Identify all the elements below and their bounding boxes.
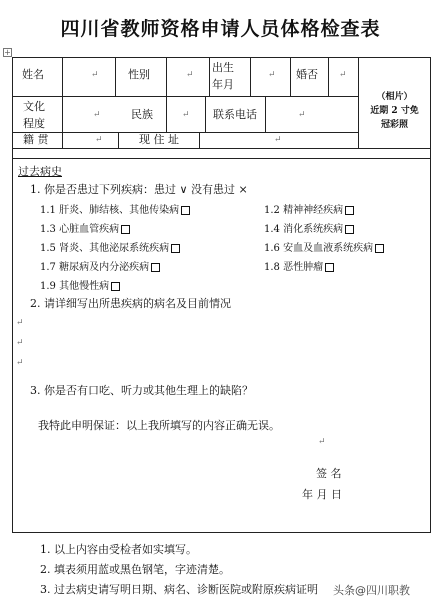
disease-item: 1.6 安血及血液系统疾病 (264, 239, 384, 254)
grid-line (328, 57, 329, 96)
checkbox[interactable] (111, 282, 120, 291)
grid-line (290, 57, 291, 96)
disease-item: 1.7 糖尿病及内分泌疾病 (40, 258, 160, 273)
birth-label-bottom: 年月 (212, 78, 234, 91)
grid-line (12, 148, 431, 149)
date-label: 年 月 日 (302, 488, 342, 501)
field-mark: ↵ (95, 135, 103, 145)
grid-line (12, 132, 358, 133)
gender-label: 性别 (128, 68, 150, 81)
checkbox[interactable] (181, 206, 190, 215)
question-2: 2. 请详细写出所患疾病的病名及目前情况 (30, 297, 231, 310)
disease-item: 1.8 恶性肿瘤 (264, 258, 334, 273)
field-mark: ↵ (91, 70, 99, 80)
checkbox[interactable] (345, 225, 354, 234)
grid-line (12, 158, 431, 159)
photo-placeholder (358, 90, 431, 132)
field-mark: ↵ (182, 110, 190, 120)
photo-label: （相片） (376, 92, 413, 102)
address-label: 现 住 址 (139, 133, 179, 146)
form-title: 四川省教师资格申请人员体格检查表 (60, 18, 381, 40)
field-mark: ↵ (268, 70, 276, 80)
disease-item: 1.5 肾炎、其他泌尿系统疾病 (40, 239, 180, 254)
paragraph-mark: ↵ (16, 338, 24, 348)
ethnicity-label: 民族 (131, 108, 153, 121)
checkbox[interactable] (345, 206, 354, 215)
note-item: 2. 填表须用蓝或黑色钢笔，字迹清楚。 (40, 563, 230, 576)
paragraph-mark: ↵ (318, 437, 326, 447)
history-heading: 过去病史 (18, 165, 62, 178)
name-label: 姓名 (22, 68, 44, 81)
note-item: 1. 以上内容由受检者如实填写。 (40, 543, 197, 556)
grid-line (209, 57, 210, 96)
grid-line (12, 96, 358, 97)
grid-line (199, 132, 200, 148)
grid-line (166, 57, 167, 132)
education-label-bottom: 程度 (23, 117, 45, 130)
signature-label: 签 名 (316, 467, 342, 480)
photo-note: 近期 2 寸免 (370, 106, 419, 116)
disease-item: 1.4 消化系统疾病 (264, 220, 354, 235)
grid-line (118, 132, 119, 148)
note-item: 3. 过去病史请写明日期、病名、诊断医院或附原疾病证明 (40, 583, 318, 596)
grid-line (250, 57, 251, 96)
phone-label: 联系电话 (213, 108, 257, 121)
marital-label: 婚否 (296, 68, 318, 81)
grid-line (115, 57, 116, 96)
education-label-top: 文化 (23, 100, 45, 113)
native-place-label: 籍 贯 (23, 133, 49, 146)
checkbox[interactable] (151, 263, 160, 272)
table-anchor-icon: + (4, 48, 11, 57)
field-mark: ↵ (93, 110, 101, 120)
field-mark: ↵ (274, 135, 282, 145)
question-1: 1. 你是否患过下列疾病：患过 ∨ 没有患过 × (30, 183, 248, 196)
birth-label-top: 出生 (212, 61, 234, 74)
question-3: 3. 你是否有口吃、听力或其他生理上的缺陷？ (30, 384, 253, 397)
disease-item: 1.3 心脏血管疾病 (40, 220, 130, 235)
disease-item: 1.1 肝炎、肺结核、其他传染病 (40, 201, 190, 216)
checkbox[interactable] (375, 244, 384, 253)
checkbox[interactable] (171, 244, 180, 253)
grid-line (265, 96, 266, 132)
checkbox[interactable] (325, 263, 334, 272)
declaration: 我特此申明保证：以上我所填写的内容正确无误。 (38, 419, 280, 432)
paragraph-mark: ↵ (16, 318, 24, 328)
field-mark: ↵ (186, 70, 194, 80)
grid-line (205, 96, 206, 132)
disease-item: 1.2 精神神经疾病 (264, 201, 354, 216)
checkbox[interactable] (121, 225, 130, 234)
paragraph-mark: ↵ (16, 358, 24, 368)
disease-item: 1.9 其他慢性病 (40, 277, 120, 292)
field-mark: ↵ (339, 70, 347, 80)
grid-line (62, 57, 63, 148)
field-mark: ↵ (298, 110, 306, 120)
watermark: 头条@四川职教 (333, 584, 410, 597)
photo-note-2: 冠彩照 (380, 120, 408, 130)
